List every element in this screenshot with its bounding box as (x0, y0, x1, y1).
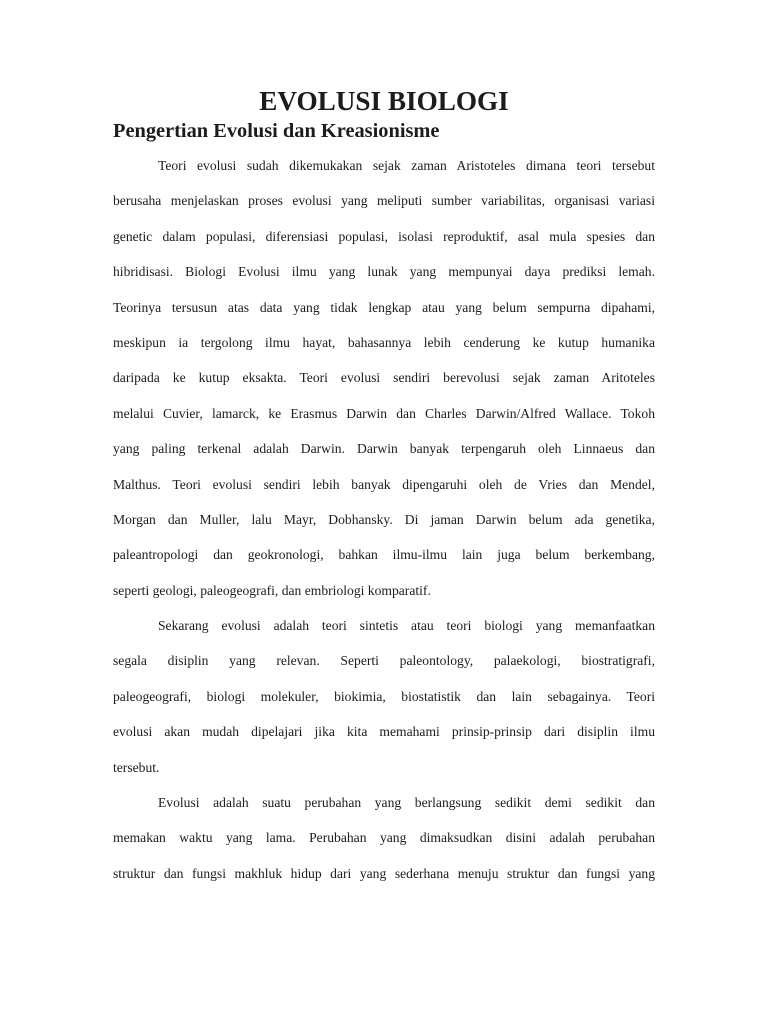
text-line: Evolusi adalah suatu perubahan yang berlangsung sedikit demi sedikit dan (158, 795, 655, 811)
document-title: EVOLUSI BIOLOGI (259, 86, 509, 116)
text-line: yang paling terkenal adalah Darwin. Darwin banyak terpengaruh oleh Linnaeus dan (113, 441, 655, 457)
text-line: Malthus. Teori evolusi sendiri lebih banyak dipengaruhi oleh de Vries dan Mendel, (113, 476, 655, 492)
text-line: Morgan dan Muller, lalu Mayr, Dobhansky. Di jaman Darwin belum ada genetika, (113, 511, 655, 527)
text-line: memakan waktu yang lama. Perubahan yang dimaksudkan disini adalah perubahan (113, 830, 655, 846)
text-line: daripada ke kutup eksakta. Teori evolusi sendiri berevolusi sejak zaman Aritoteles (113, 370, 655, 386)
document-body (113, 88, 655, 891)
text-line: Sekarang evolusi adalah teori sintetis atau teori biologi yang memanfaatkan (158, 618, 655, 634)
text-line: paleantropologi dan geokronologi, bahkan ilmu-ilmu lain juga belum berkembang, (113, 547, 655, 563)
paragraph-3 (113, 785, 655, 891)
text-line: Teorinya tersusun atas data yang tidak lengkap atau yang belum sempurna dipahami, (113, 299, 655, 315)
text-line: genetic dalam populasi, diferensiasi populasi, isolasi reproduktif, asal mula spesies dan (113, 228, 655, 244)
text-line: Teori evolusi sudah dikemukakan sejak zaman Aristoteles dimana teori tersebut (158, 158, 655, 173)
text-line: segala disiplin yang relevan. Seperti paleontology, palaekologi, biostratigrafi, (113, 653, 655, 669)
text-line: seperti geologi, paleogeografi, dan embriologi komparatif. (113, 582, 431, 598)
text-line: hibridisasi. Biologi Evolusi ilmu yang lunak yang mempunyai daya prediksi lemah. (113, 264, 655, 280)
text-line: berusaha menjelaskan proses evolusi yang meliputi sumber variabilitas, organisasi variasi (113, 193, 655, 209)
paragraph-2 (113, 608, 655, 785)
paragraph-1 (113, 148, 655, 608)
text-line: melalui Cuvier, lamarck, ke Erasmus Darwin dan Charles Darwin/Alfred Wallace. Tokoh (113, 405, 655, 421)
section-heading: Pengertian Evolusi dan Kreasionisme (113, 120, 440, 142)
text-line: evolusi akan mudah dipelajari jika kita memahami prinsip-prinsip dari disiplin ilmu (113, 724, 655, 740)
text-line: paleogeografi, biologi molekuler, biokimia, biostatistik dan lain sebagainya. Teori (113, 688, 655, 704)
text-line: struktur dan fungsi makhluk hidup dari yang sederhana menuju struktur dan fungsi yang (113, 865, 655, 881)
text-line: meskipun ia tergolong ilmu hayat, bahasannya lebih cenderung ke kutup humanika (113, 334, 655, 350)
text-line: tersebut. (113, 759, 160, 775)
